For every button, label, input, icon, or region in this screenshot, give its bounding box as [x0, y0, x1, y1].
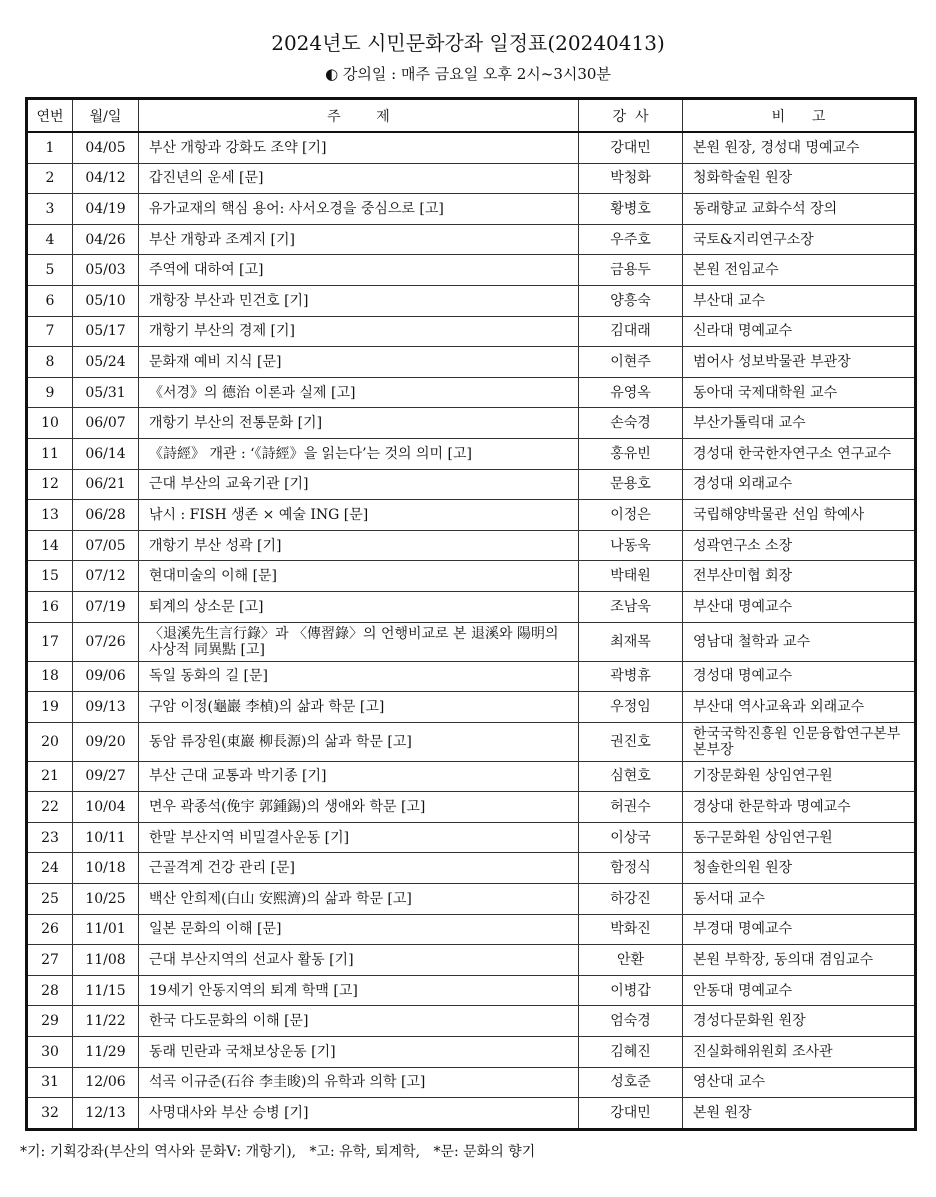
cell-no: 19: [27, 692, 73, 723]
cell-topic: 면우 곽종석(俛宇 郭鍾錫)의 생애와 학문 [고]: [139, 792, 579, 823]
cell-no: 32: [27, 1098, 73, 1130]
cell-date: 04/26: [73, 224, 139, 255]
header-lecturer: 강 사: [579, 99, 683, 133]
cell-topic: 현대미술의 이해 [문]: [139, 561, 579, 592]
cell-no: 29: [27, 1006, 73, 1037]
table-row: [27, 722, 916, 761]
table-row: [27, 469, 916, 500]
table-row: [27, 692, 916, 723]
cell-date: 09/06: [73, 661, 139, 692]
cell-topic: 개항기 부산의 경제 [기]: [139, 316, 579, 347]
cell-no: 30: [27, 1037, 73, 1068]
cell-note: 영남대 철학과 교수: [683, 622, 916, 661]
cell-date: 09/13: [73, 692, 139, 723]
table-row: [27, 408, 916, 439]
cell-topic: 동래 민란과 국채보상운동 [기]: [139, 1037, 579, 1068]
cell-lecturer: 조남욱: [579, 591, 683, 622]
table-row: [27, 316, 916, 347]
cell-lecturer: 이정은: [579, 500, 683, 531]
cell-topic: 유가교재의 핵심 용어: 사서오경을 중심으로 [고]: [139, 194, 579, 225]
cell-no: 1: [27, 132, 73, 163]
cell-no: 6: [27, 285, 73, 316]
cell-note: 동서대 교수: [683, 884, 916, 915]
cell-lecturer: 손숙경: [579, 408, 683, 439]
header-note: 비 고: [683, 99, 916, 133]
cell-date: 06/07: [73, 408, 139, 439]
cell-note: 부산대 명예교수: [683, 591, 916, 622]
cell-lecturer: 함정식: [579, 853, 683, 884]
cell-date: 09/27: [73, 761, 139, 792]
cell-lecturer: 권진호: [579, 722, 683, 761]
table-row: [27, 792, 916, 823]
cell-date: 07/05: [73, 530, 139, 561]
cell-note: 부산가톨릭대 교수: [683, 408, 916, 439]
cell-lecturer: 곽병휴: [579, 661, 683, 692]
cell-topic: 사명대사와 부산 승병 [기]: [139, 1098, 579, 1130]
table-row: [27, 1067, 916, 1098]
table-row: [27, 530, 916, 561]
cell-topic: 문화재 예비 지식 [문]: [139, 347, 579, 378]
table-row: [27, 561, 916, 592]
cell-note: 경성다문화원 원장: [683, 1006, 916, 1037]
cell-topic: 개항기 부산 성곽 [기]: [139, 530, 579, 561]
cell-lecturer: 이병갑: [579, 975, 683, 1006]
cell-topic: 근골격계 건강 관리 [문]: [139, 853, 579, 884]
cell-topic: 구암 이정(龜巖 李楨)의 삶과 학문 [고]: [139, 692, 579, 723]
cell-note: 기장문화원 상임연구원: [683, 761, 916, 792]
cell-note: 국토&지리연구소장: [683, 224, 916, 255]
cell-lecturer: 금용두: [579, 255, 683, 286]
cell-lecturer: 허권수: [579, 792, 683, 823]
cell-topic: 부산 개항과 조계지 [기]: [139, 224, 579, 255]
table-row: [27, 945, 916, 976]
cell-no: 26: [27, 914, 73, 945]
cell-no: 11: [27, 438, 73, 469]
cell-lecturer: 엄숙경: [579, 1006, 683, 1037]
table-row: [27, 347, 916, 378]
cell-no: 20: [27, 722, 73, 761]
cell-date: 05/10: [73, 285, 139, 316]
cell-topic: 한말 부산지역 비밀결사운동 [기]: [139, 822, 579, 853]
cell-date: 07/26: [73, 622, 139, 661]
cell-date: 09/20: [73, 722, 139, 761]
cell-no: 31: [27, 1067, 73, 1098]
cell-topic: 근대 부산의 교육기관 [기]: [139, 469, 579, 500]
cell-no: 15: [27, 561, 73, 592]
cell-no: 24: [27, 853, 73, 884]
cell-no: 22: [27, 792, 73, 823]
table-row: [27, 622, 916, 661]
cell-date: 11/15: [73, 975, 139, 1006]
cell-date: 04/12: [73, 163, 139, 194]
cell-lecturer: 김혜진: [579, 1037, 683, 1068]
cell-no: 13: [27, 500, 73, 531]
cell-date: 10/18: [73, 853, 139, 884]
cell-note: 동아대 국제대학원 교수: [683, 377, 916, 408]
table-row: [27, 853, 916, 884]
table-row: [27, 255, 916, 286]
cell-note: 국립해양박물관 선임 학예사: [683, 500, 916, 531]
cell-note: 본원 원장, 경성대 명예교수: [683, 132, 916, 163]
table-row: [27, 761, 916, 792]
cell-lecturer: 유영옥: [579, 377, 683, 408]
cell-note: 영산대 교수: [683, 1067, 916, 1098]
cell-no: 23: [27, 822, 73, 853]
cell-note: 본원 전임교수: [683, 255, 916, 286]
cell-note: 한국국학진흥원 인문융합연구본부 본부장: [683, 722, 916, 761]
table-row: [27, 377, 916, 408]
cell-topic: 근대 부산지역의 선교사 활동 [기]: [139, 945, 579, 976]
cell-no: 25: [27, 884, 73, 915]
cell-note: 청솔한의원 원장: [683, 853, 916, 884]
cell-topic: 개항장 부산과 민건호 [기]: [139, 285, 579, 316]
table-row: [27, 194, 916, 225]
cell-date: 06/21: [73, 469, 139, 500]
cell-topic: 19세기 안동지역의 퇴계 학맥 [고]: [139, 975, 579, 1006]
cell-lecturer: 우정임: [579, 692, 683, 723]
cell-date: 12/06: [73, 1067, 139, 1098]
cell-note: 신라대 명예교수: [683, 316, 916, 347]
cell-lecturer: 나동욱: [579, 530, 683, 561]
cell-topic: 일본 문화의 이해 [문]: [139, 914, 579, 945]
cell-lecturer: 최재목: [579, 622, 683, 661]
cell-topic: 개항기 부산의 전통문화 [기]: [139, 408, 579, 439]
cell-date: 10/11: [73, 822, 139, 853]
table-row: [27, 1098, 916, 1130]
cell-no: 2: [27, 163, 73, 194]
cell-note: 전부산미협 회장: [683, 561, 916, 592]
cell-topic: 《詩經》 개관 : ‘《詩經》을 읽는다’는 것의 의미 [고]: [139, 438, 579, 469]
table-row: [27, 1037, 916, 1068]
cell-topic: 독일 동화의 길 [문]: [139, 661, 579, 692]
table-row: [27, 822, 916, 853]
cell-lecturer: 박화진: [579, 914, 683, 945]
cell-date: 11/29: [73, 1037, 139, 1068]
lecture-day-note: ◐ 강의일 : 매주 금요일 오후 2시~3시30분: [325, 65, 611, 83]
cell-lecturer: 심현호: [579, 761, 683, 792]
cell-lecturer: 강대민: [579, 132, 683, 163]
schedule-table: [25, 97, 917, 1131]
cell-date: 10/25: [73, 884, 139, 915]
cell-topic: 동암 류장원(東巖 柳長源)의 삶과 학문 [고]: [139, 722, 579, 761]
cell-lecturer: 이현주: [579, 347, 683, 378]
cell-no: 17: [27, 622, 73, 661]
cell-topic: 한국 다도문화의 이해 [문]: [139, 1006, 579, 1037]
cell-topic: 석곡 이규준(石谷 李圭晙)의 유학과 의학 [고]: [139, 1067, 579, 1098]
cell-lecturer: 양흥숙: [579, 285, 683, 316]
cell-date: 11/08: [73, 945, 139, 976]
cell-no: 18: [27, 661, 73, 692]
cell-lecturer: 문용호: [579, 469, 683, 500]
table-row: [27, 438, 916, 469]
cell-note: 경성대 한국한자연구소 연구교수: [683, 438, 916, 469]
cell-note: 성곽연구소 소장: [683, 530, 916, 561]
cell-date: 06/28: [73, 500, 139, 531]
cell-no: 8: [27, 347, 73, 378]
cell-lecturer: 우주호: [579, 224, 683, 255]
cell-date: 12/13: [73, 1098, 139, 1130]
cell-date: 10/04: [73, 792, 139, 823]
table-row: [27, 132, 916, 163]
cell-lecturer: 김대래: [579, 316, 683, 347]
cell-no: 27: [27, 945, 73, 976]
cell-note: 경성대 명예교수: [683, 661, 916, 692]
header-date: 월/일: [73, 99, 139, 133]
cell-topic: 갑진년의 운세 [문]: [139, 163, 579, 194]
cell-lecturer: 하강진: [579, 884, 683, 915]
header-topic: 주 제: [139, 99, 579, 133]
table-row: [27, 975, 916, 1006]
cell-note: 부산대 역사교육과 외래교수: [683, 692, 916, 723]
table-row: [27, 661, 916, 692]
table-row: [27, 884, 916, 915]
cell-topic: 부산 근대 교통과 박기종 [기]: [139, 761, 579, 792]
table-row: [27, 285, 916, 316]
cell-no: 9: [27, 377, 73, 408]
cell-note: 동구문화원 상임연구원: [683, 822, 916, 853]
cell-lecturer: 이상국: [579, 822, 683, 853]
table-row: [27, 500, 916, 531]
cell-lecturer: 성호준: [579, 1067, 683, 1098]
cell-lecturer: 박태원: [579, 561, 683, 592]
cell-note: 경성대 외래교수: [683, 469, 916, 500]
cell-date: 11/22: [73, 1006, 139, 1037]
header-no: 연번: [27, 99, 73, 133]
cell-date: 04/19: [73, 194, 139, 225]
cell-no: 4: [27, 224, 73, 255]
cell-date: 05/31: [73, 377, 139, 408]
cell-date: 11/01: [73, 914, 139, 945]
cell-topic: 부산 개항과 강화도 조약 [기]: [139, 132, 579, 163]
cell-date: 05/24: [73, 347, 139, 378]
cell-note: 동래향교 교화수석 장의: [683, 194, 916, 225]
cell-no: 28: [27, 975, 73, 1006]
table-row: [27, 224, 916, 255]
cell-note: 안동대 명예교수: [683, 975, 916, 1006]
cell-note: 청화학술원 원장: [683, 163, 916, 194]
cell-topic: 주역에 대하여 [고]: [139, 255, 579, 286]
cell-topic: 백산 안희제(白山 安熙濟)의 삶과 학문 [고]: [139, 884, 579, 915]
cell-date: 05/17: [73, 316, 139, 347]
cell-no: 5: [27, 255, 73, 286]
cell-note: 부산대 교수: [683, 285, 916, 316]
cell-no: 10: [27, 408, 73, 439]
cell-note: 본원 부학장, 동의대 겸임교수: [683, 945, 916, 976]
table-row: [27, 163, 916, 194]
cell-topic: 퇴계의 상소문 [고]: [139, 591, 579, 622]
cell-lecturer: 강대민: [579, 1098, 683, 1130]
cell-lecturer: 황병호: [579, 194, 683, 225]
table-row: [27, 1006, 916, 1037]
cell-topic: 〈退溪先生言行錄〉과 〈傳習錄〉의 언행비교로 본 退溪와 陽明의 사상적 同異點 [고]: [139, 622, 579, 661]
cell-no: 21: [27, 761, 73, 792]
cell-no: 12: [27, 469, 73, 500]
cell-note: 경상대 한문학과 명예교수: [683, 792, 916, 823]
cell-no: 7: [27, 316, 73, 347]
cell-no: 16: [27, 591, 73, 622]
cell-date: 05/03: [73, 255, 139, 286]
table-row: [27, 591, 916, 622]
cell-date: 07/12: [73, 561, 139, 592]
legend-footnote: *기: 기획강좌(부산의 역사와 문화Ⅴ: 개항기), *고: 유학, 퇴계학, *문: 문화의 향기: [20, 1144, 536, 1160]
cell-lecturer: 홍유빈: [579, 438, 683, 469]
page-title: 2024년도 시민문화강좌 일정표(20240413): [271, 31, 665, 55]
cell-date: 07/19: [73, 591, 139, 622]
cell-topic: 낚시 : FISH 생존 × 예술 ING [문]: [139, 500, 579, 531]
cell-note: 본원 원장: [683, 1098, 916, 1130]
cell-no: 3: [27, 194, 73, 225]
cell-date: 04/05: [73, 132, 139, 163]
cell-lecturer: 안환: [579, 945, 683, 976]
cell-lecturer: 박청화: [579, 163, 683, 194]
cell-no: 14: [27, 530, 73, 561]
cell-date: 06/14: [73, 438, 139, 469]
cell-note: 진실화해위원회 조사관: [683, 1037, 916, 1068]
cell-note: 부경대 명예교수: [683, 914, 916, 945]
cell-note: 범어사 성보박물관 부관장: [683, 347, 916, 378]
cell-topic: 《서경》의 德治 이론과 실제 [고]: [139, 377, 579, 408]
table-row: [27, 914, 916, 945]
table-header-row: [27, 99, 916, 133]
